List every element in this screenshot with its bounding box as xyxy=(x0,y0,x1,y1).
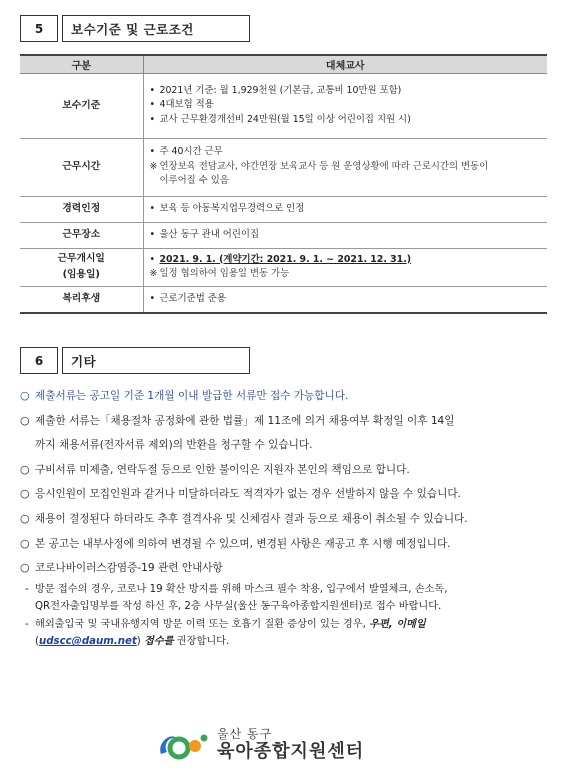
covid-notice-continuation xyxy=(20,633,547,651)
row-value: • 2021년 기준: 월 1,929천원 (기본급, 교통비 10만원 포함) • 4대보험 적용 • 교사 근무환경개선비 24만원(월 15일 이상 어린이집 지원 시) xyxy=(143,73,547,138)
table-row xyxy=(20,73,547,138)
row-value: • 2021. 9. 1. (계약기간: 2021. 9. 1. ~ 2021. 12. 31.) ※ 일정 협의하여 임용일 변동 가능 xyxy=(143,248,547,286)
list-item: ○ 응시인원이 모집인원과 같거나 미달하더라도 적격자가 없는 경우 선발하지 않을 수 있습니다. xyxy=(20,482,547,507)
bullet-text: 울산 동구 관내 어린이집 xyxy=(159,228,260,240)
row-label: 복리후생 xyxy=(20,286,143,313)
conditions-table xyxy=(20,54,547,314)
bullet-text: 보육 등 아동복지업무경력으로 인정 xyxy=(159,202,305,214)
list-item: ○ 구비서류 미제출, 연락두절 등으로 인한 불이익은 지원자 본인의 책임으로 합니다. xyxy=(20,458,547,483)
email-link[interactable]: udscc@daum.net xyxy=(38,636,137,648)
logo-subtitle: 울산 동구 xyxy=(217,727,273,741)
table-row xyxy=(20,248,547,286)
logo-title: 육아종합지원센터 xyxy=(217,741,365,762)
covid-notice: - 방문 접수의 경우, 코로나 19 확산 방지를 위해 마스크 필수 착용, 입구에서 발열체크, 손소독, xyxy=(20,581,547,599)
bullet-text: 2021년 기준: 월 1,929천원 (기본급, 교통비 10만원 포함) xyxy=(159,84,402,96)
bullet-text: 4대보험 적용 xyxy=(159,99,214,111)
note-text: 일정 협의하여 임용일 변동 가능 xyxy=(159,268,290,279)
item-text: 코로나바이러스감염증-19 관련 안내사항 xyxy=(35,562,223,575)
item-text: 제출한 서류는「채용절차 공정화에 관한 법률」제 11조에 의거 채용여부 확정일 이후 14일 xyxy=(35,414,455,427)
item-text: 채용이 결정된다 하더라도 추후 결격사유 및 신체검사 결과 등으로 채용이 취소될 수 있습니다. xyxy=(35,512,468,525)
table-row xyxy=(20,222,547,248)
logo-mark-icon xyxy=(155,724,211,766)
covid-text-prefix: 해외출입국 및 국내유행지역 방문 이력 또는 호흡기 질환 증상이 있는 경우, xyxy=(35,618,366,630)
list-item: ○ 본 공고는 내부사정에 의하여 변경될 수 있으며, 변경된 사항은 재공고 후 시행 예정입니다. xyxy=(20,532,547,557)
section-6-header xyxy=(20,347,250,374)
list-item: ○ 코로나바이러스감염증-19 관련 안내사항 xyxy=(20,556,547,581)
list-item: ○ 채용이 결정된다 하더라도 추후 결격사유 및 신체검사 결과 등으로 채용이 취소될 수 있습니다. xyxy=(20,507,547,532)
table-header-row xyxy=(20,55,547,73)
bullet-text: 교사 근무환경개선비 24만원(월 15일 이상 어린이집 지원 시) xyxy=(159,113,411,125)
covid-text-emphasis: 접수를 xyxy=(144,636,174,648)
covid-text: (udscc@daum.net) 접수를 권장합니다. xyxy=(35,636,230,648)
list-item-continuation xyxy=(20,433,547,458)
row-label-line: 근무개시일 xyxy=(57,253,105,264)
note-text: 이루어질 수 있음 xyxy=(159,175,229,187)
covid-text-suffix: 권장합니다. xyxy=(176,636,230,648)
section-number: 5 xyxy=(20,15,58,42)
row-value: • 근로기준법 준용 xyxy=(143,286,547,313)
row-label: 근무시간 xyxy=(20,138,143,196)
section-5-header xyxy=(20,15,250,42)
row-label xyxy=(20,248,143,286)
covid-notice-continuation xyxy=(20,598,547,616)
table-row xyxy=(20,286,547,313)
covid-text-emphasis: 우편, 이메일 xyxy=(369,618,426,630)
row-label-line: (임용일) xyxy=(62,269,100,280)
section-number: 6 xyxy=(20,347,58,374)
item-text: 제출서류는 공고일 기준 1개월 이내 발급한 서류만 접수 가능합니다. xyxy=(35,390,349,402)
list-item: ○ 제출서류는 공고일 기준 1개월 이내 발급한 서류만 접수 가능합니다. xyxy=(20,384,547,409)
covid-text: 방문 접수의 경우, 코로나 19 확산 방지를 위해 마스크 필수 착용, 입구에서 발열체크, 손소독, xyxy=(35,583,448,595)
item-text: 까지 채용서류(전자서류 제외)의 반환을 청구할 수 있습니다. xyxy=(35,439,313,452)
bullet-text: 근로기준법 준용 xyxy=(159,293,226,304)
covid-notice: - 해외출입국 및 국내유행지역 방문 이력 또는 호흡기 질환 증상이 있는 경우, 우편, 이메일 xyxy=(20,616,547,634)
start-date-text: 2021. 9. 1. (계약기간: 2021. 9. 1. ~ 2021. 12. 31.) xyxy=(159,253,412,265)
center-logo xyxy=(155,724,364,766)
bullet-text: 주 40시간 근무 xyxy=(159,146,223,158)
row-value: • 울산 동구 관내 어린이집 xyxy=(143,222,547,248)
row-label: 경력인정 xyxy=(20,196,143,222)
note-text: 연장보육 전담교사, 야간연장 보육교사 등 원 운영상황에 따라 근로시간의 변동이 xyxy=(159,160,489,172)
section-title: 보수기준 및 근로조건 xyxy=(62,15,250,42)
list-item: ○ 제출한 서류는「채용절차 공정화에 관한 법률」제 11조에 의거 채용여부 확정일 이후 14일 xyxy=(20,409,547,434)
covid-text xyxy=(35,616,426,634)
section-title: 기타 xyxy=(62,347,250,374)
table-row xyxy=(20,196,547,222)
item-text: 구비서류 미제출, 연락두절 등으로 인한 불이익은 지원자 본인의 책임으로 합니다. xyxy=(35,463,410,476)
item-text: 응시인원이 모집인원과 같거나 미달하더라도 적격자가 없는 경우 선발하지 않을 수 있습니다. xyxy=(35,488,461,501)
table-row xyxy=(20,138,547,196)
row-label: 근무장소 xyxy=(20,222,143,248)
etc-notices xyxy=(20,384,547,651)
row-value: • 보육 등 아동복지업무경력으로 인정 xyxy=(143,196,547,222)
table-header-category: 구분 xyxy=(20,55,143,73)
item-text: 본 공고는 내부사정에 의하여 변경될 수 있으며, 변경된 사항은 재공고 후 시행 예정입니다. xyxy=(35,537,451,550)
table-header-substitute-teacher: 대체교사 xyxy=(143,55,547,73)
row-value: • 주 40시간 근무 ※ 연장보육 전담교사, 야간연장 보육교사 등 원 운영상황에 따라 근로시간의 변동이 이루어질 수 있음 xyxy=(143,138,547,196)
row-label: 보수기준 xyxy=(20,73,143,138)
covid-text: QR전자출입명부를 작성 하신 후, 2층 사무실(울산 동구육아종합지원센터)로 접수 바랍니다. xyxy=(35,601,442,613)
